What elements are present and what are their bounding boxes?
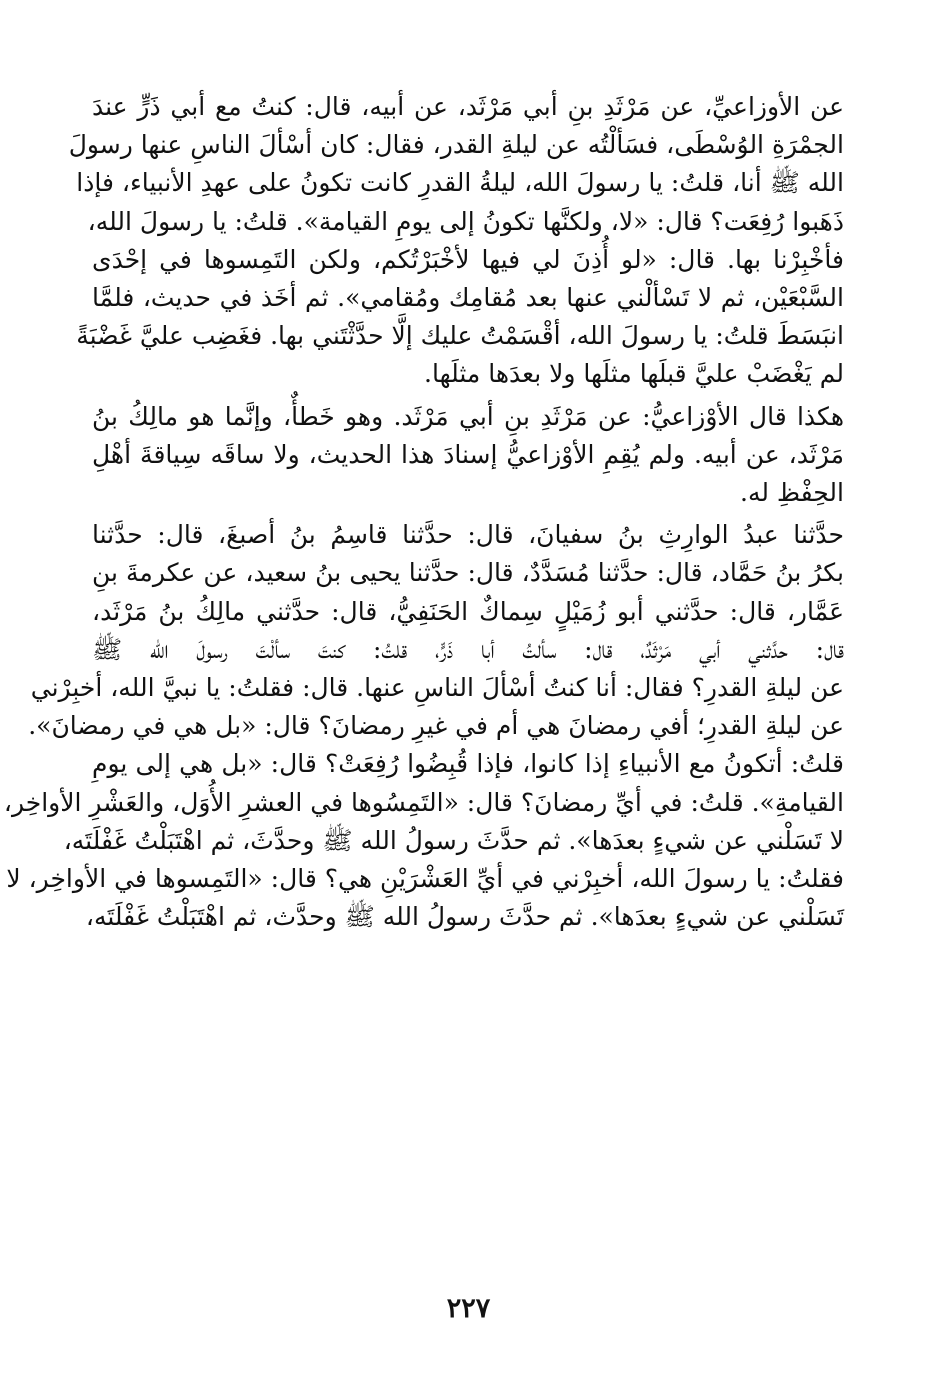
text-line: الله ﷺ أنا، قلتُ: يا رسولَ الله، ليلةُ القدرِ كانت تكونُ على عهدِ الأنبياء، فإذا [76, 168, 844, 198]
text-line: عن ليلةِ القدرِ؟ فقال: أنا كنتُ أسْألَ الناسِ عنها. قال: فقلتُ: يا نبيَّ الله، أخبِرْني [30, 673, 844, 703]
text-line: مَرْثَد، عن أبيه. ولم يُقِمِ الأوْزاعيُّ إسنادَ هذا الحديث، ولا ساقَه سِياقةَ أهْلِ [92, 439, 844, 469]
text-line: فأخْبِرْنا بها. قال: «لو أُذِنَ لي فيها لأخْبَرْتُكم، ولكن التَمِسوها في إحْدَى [92, 244, 844, 274]
text-line: السَّبْعَيْن، ثم لا تَسْألْني عنها بعد مُقامِك ومُقامي». ثم أخَذ في حديث، فلمَّا [92, 283, 844, 313]
page-body [3, 88, 844, 940]
text-line: عن الأوزاعيِّ، عن مَرْثَدِ بنِ أبي مَرْثَد، عن أبيه، قال: كنتُ مع أبي ذَرٍّ عندَ [92, 92, 844, 121]
text-line: الحِفْظِ له. [740, 478, 844, 508]
text-line: حدَّثنا عبدُ الوارِثِ بنُ سفيانَ، قال: حدَّثنا قاسِمُ بنُ أصبغَ، قال: حدَّثنا [92, 520, 844, 550]
text-line: قال: حدَّثني أبي مَرْثَدٌ، قال: سألتُ أبا ذَرٍّ، قلتُ: كنتَ سألْتَ رسولَ الله ﷺ [92, 634, 844, 664]
text-line: قلتُ: أتكونُ مع الأنبياءِ إذا كانوا، فإذا قُبِضُوا رُفِعَتْ؟ قال: «بل هي إلى يومِ [92, 749, 844, 779]
paragraph-1 [68, 88, 844, 394]
text-line: ذَهَبوا رُفِعَت؟ قال: «لا، ولكنَّها تكونُ إلى يومِ القيامة». قلتُ: يا رسولَ الله، [87, 206, 844, 236]
text-line: لا تَسَلْني عن شيءٍ بعدَها». ثم حدَّثَ رسولُ الله ﷺ وحدَّثَ، ثم اهْتَبَلْتُ غَفْلَتَه، [63, 825, 844, 855]
paragraph-2 [92, 398, 844, 513]
text-line: عَمَّار، قال: حدَّثني أبو زُمَيْلٍ سِماكٌ الحَنَفِيُّ، قال: حدَّثني مالِكُ بنُ مَرْثَد، [92, 596, 844, 626]
page-number: ٢٢٧ [446, 1293, 491, 1324]
text-line: تَسَلْني عن شيءٍ بعدَها». ثم حدَّثَ رسولُ الله ﷺ وحدَّث، ثم اهْتَبَلْتُ غَفْلَتَه، [85, 902, 844, 932]
text-line: بكرُ بنُ حَمَّاد، قال: حدَّثنا مُسَدَّدٌ، قال: حدَّثنا يحيى بنُ سعيد، عن عكرمةَ بنِ [92, 558, 844, 588]
text-line: هكذا قال الأوْزاعيُّ: عن مَرْثَدِ بنِ أبي مَرْثَد. وهو خَطأٌ، وإنَّما هو مالِكُ بنُ [92, 401, 844, 431]
text-line: لم يَغْضَبْ عليَّ قبلَها مثلَها ولا بعدَها مثلَها. [424, 359, 844, 389]
text-line: عن ليلةِ القدرِ؛ أفي رمضانَ هي أم في غيرِ رمضانَ؟ قال: «بل هي في رمضانَ». [28, 711, 844, 741]
text-line: القيامةِ». قلتُ: في أيِّ رمضانَ؟ قال: «التَمِسُوها في العشرِ الأُوَل، والعَشْرِ الأواخِر، [3, 787, 844, 817]
text-line: انبَسَطَ قلتُ: يا رسولَ الله، أقْسَمْتُ عليك إلَّا حدَّثْتَني بها. فغَضِب عليَّ غَضْبَةً [76, 321, 844, 351]
text-line: فقلتُ: يا رسولَ الله، أخبِرْني في أيِّ العَشْرَيْنِ هي؟ قال: «التَمِسوها في الأواخِر، لا [6, 864, 844, 894]
text-line: الجمْرَةِ الوُسْطَى، فسَألْتُه عن ليلةِ القدر، فقال: كان أسْألَ الناسِ عنها رسولَ [68, 130, 844, 160]
paragraph-3 [3, 516, 844, 936]
